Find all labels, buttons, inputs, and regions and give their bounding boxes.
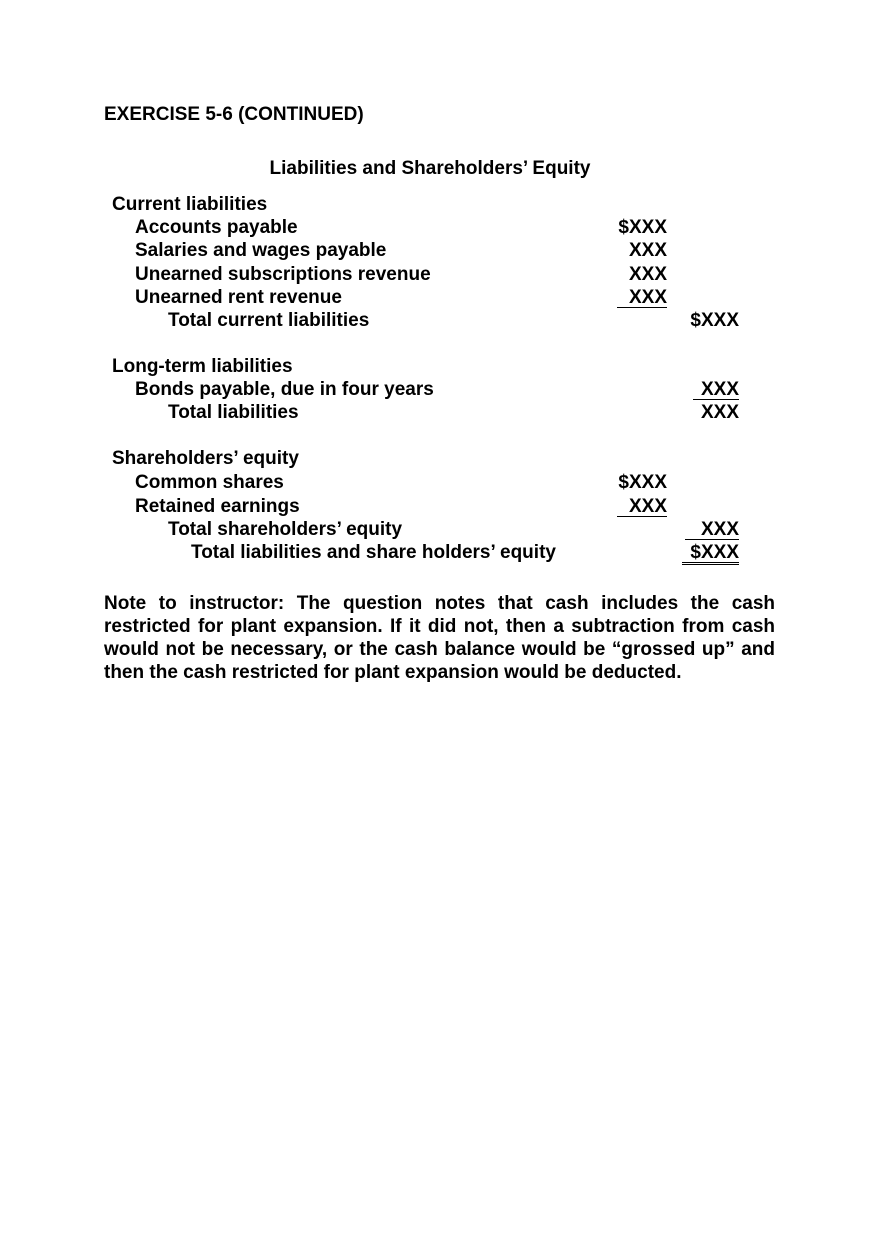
retained-earnings-row [0, 495, 880, 518]
long-term-liabilities-heading-row [0, 355, 880, 378]
page-title: EXERCISE 5-6 (CONTINUED) [104, 104, 364, 125]
retained-earnings-label: Retained earnings [135, 496, 300, 517]
accounts-payable-row [0, 216, 880, 239]
salaries-wages-row [0, 239, 880, 262]
retained-earnings-amount-wrap [617, 495, 667, 518]
grand-total-amount: $XXX [682, 543, 739, 565]
current-liabilities-heading: Current liabilities [112, 194, 268, 215]
unearned-rent-amount: XXX [617, 288, 667, 308]
bonds-payable-amount: XXX [693, 380, 739, 400]
total-shareholders-equity-amount: XXX [685, 520, 739, 540]
bonds-payable-row [0, 378, 880, 401]
shareholders-equity-heading: Shareholders’ equity [112, 448, 299, 469]
grand-total-row [0, 541, 880, 564]
section-heading: Liabilities and Shareholders’ Equity [269, 158, 591, 179]
instructor-note: Note to instructor: The question notes that cash includes the cash restricted for plant expansion. If it did not, then a subtraction from cash would not be necessary, or the cash balance would be “grossed up” and then the cash restricted for plant expansion would be deducted. [104, 593, 775, 683]
total-liabilities-row [0, 401, 880, 424]
common-shares-amount: $XXX [618, 472, 667, 493]
total-liabilities-label: Total liabilities [168, 402, 299, 423]
unearned-rent-amount-wrap [617, 286, 667, 309]
salaries-wages-label: Salaries and wages payable [135, 240, 387, 261]
total-liabilities-amount: XXX [700, 402, 739, 423]
unearned-subscriptions-row [0, 263, 880, 286]
unearned-subscriptions-amount: XXX [628, 264, 667, 285]
grand-total-label: Total liabilities and share holders’ equity [191, 542, 556, 563]
bonds-payable-label: Bonds payable, due in four years [135, 379, 434, 400]
shareholders-equity-heading-row [0, 447, 880, 470]
salaries-wages-amount: XXX [628, 240, 667, 261]
total-current-liabilities-label: Total current liabilities [168, 310, 370, 331]
common-shares-row [0, 471, 880, 494]
retained-earnings-amount: XXX [617, 497, 667, 517]
unearned-subscriptions-label: Unearned subscriptions revenue [135, 264, 431, 285]
bonds-payable-amount-wrap [693, 378, 739, 401]
current-liabilities-heading-row [0, 193, 880, 216]
total-current-liabilities-row [0, 309, 880, 332]
common-shares-label: Common shares [135, 472, 284, 493]
total-current-liabilities-amount: $XXX [690, 310, 739, 331]
accounts-payable-amount: $XXX [618, 217, 667, 238]
accounts-payable-label: Accounts payable [135, 217, 298, 238]
long-term-liabilities-heading: Long-term liabilities [112, 356, 293, 377]
total-shareholders-equity-amount-wrap [685, 518, 739, 541]
unearned-rent-label: Unearned rent revenue [135, 287, 342, 308]
total-shareholders-equity-label: Total shareholders’ equity [168, 519, 403, 540]
unearned-rent-row [0, 286, 880, 309]
grand-total-amount-wrap [682, 541, 739, 565]
total-shareholders-equity-row [0, 518, 880, 541]
